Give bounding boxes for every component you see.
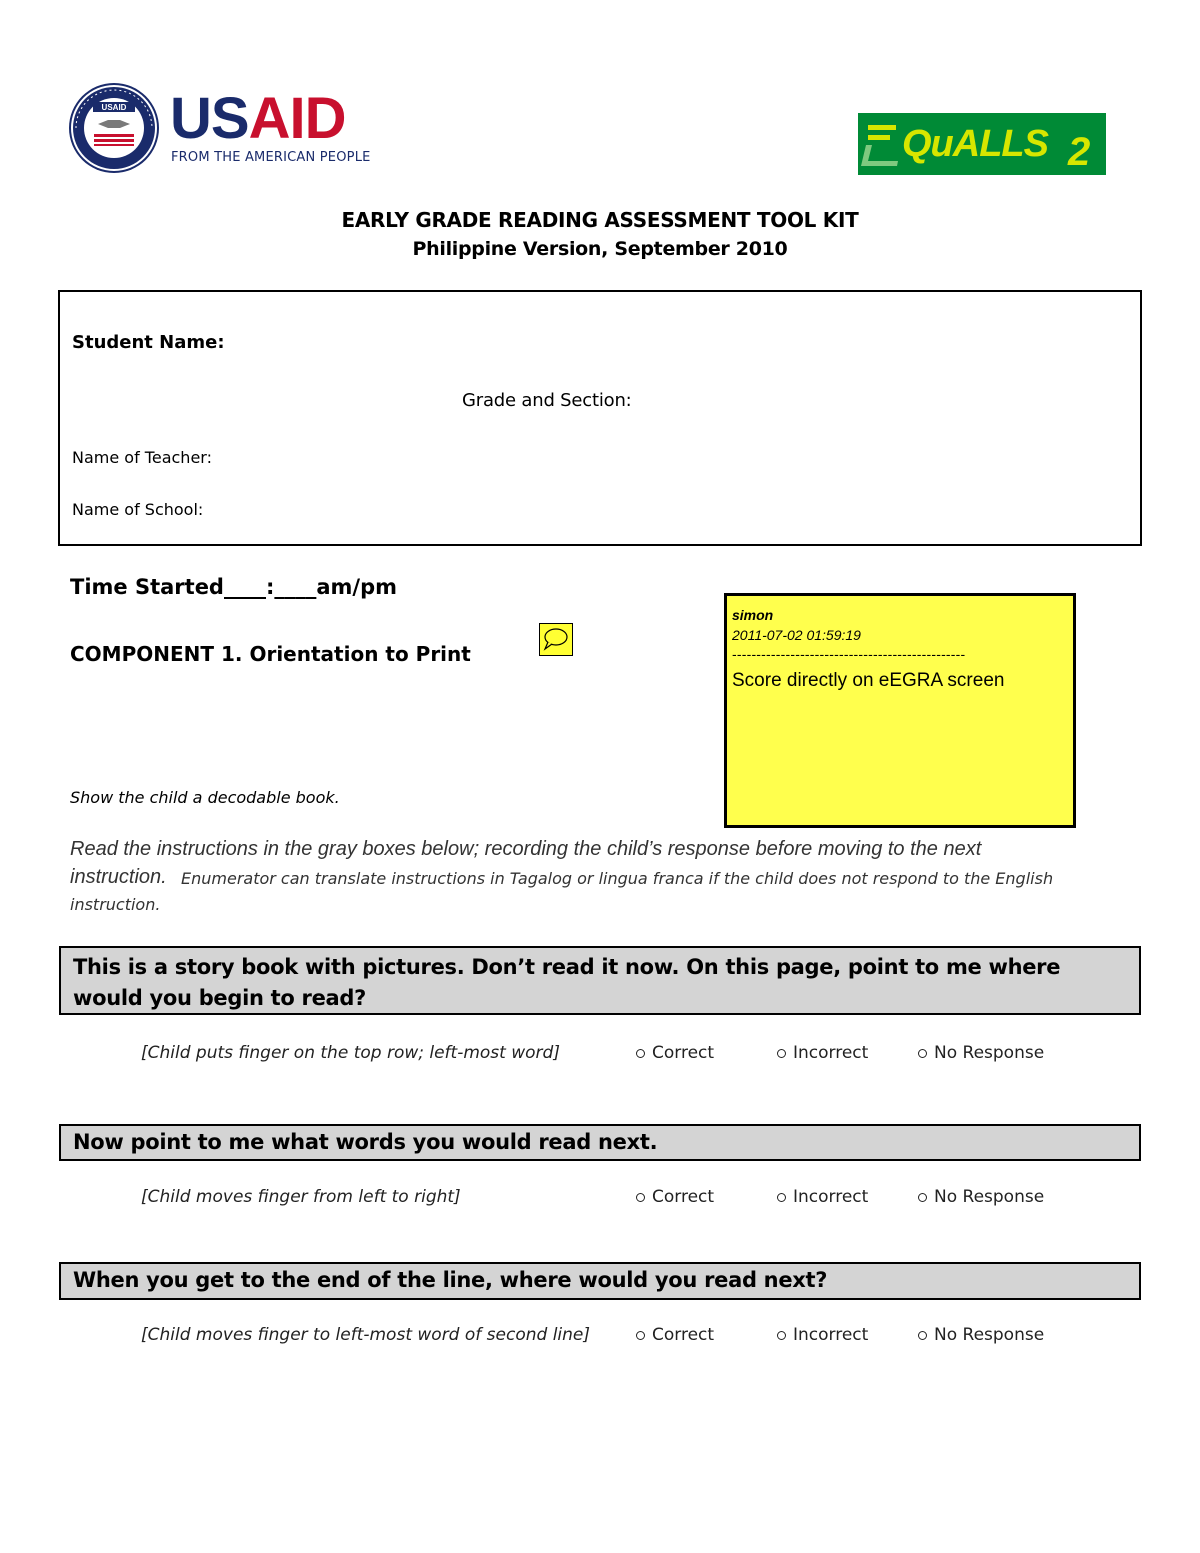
question-cue-1: [Child puts finger on the top row; left-most word] xyxy=(141,1043,560,1063)
question-cue-3: [Child moves finger to left-most word of second line] xyxy=(141,1325,591,1345)
radio-icon xyxy=(918,1331,927,1340)
question-prompt-3: When you get to the end of the line, where would you read next? xyxy=(59,1262,1141,1300)
question-prompt-1: This is a story book with pictures. Don’t read it now. On this page, point to me where would you begin to read? xyxy=(59,946,1141,1015)
component-title: COMPONENT 1. Orientation to Print xyxy=(70,642,471,666)
radio-icon xyxy=(918,1049,927,1058)
time-started-field[interactable]: Time Started____:____am/pm xyxy=(70,575,397,599)
option-no-response-1[interactable]: No Response xyxy=(918,1043,1044,1063)
qualls2-logo xyxy=(858,113,1106,175)
school-name-field[interactable]: Name of School: xyxy=(72,500,204,519)
option-incorrect-2[interactable]: Incorrect xyxy=(777,1187,868,1207)
radio-icon xyxy=(777,1049,786,1058)
comment-popup[interactable] xyxy=(724,593,1076,828)
usaid-tagline: FROM THE AMERICAN PEOPLE xyxy=(171,150,371,165)
comment-author: simon xyxy=(732,607,774,623)
option-incorrect-3[interactable]: Incorrect xyxy=(777,1325,868,1345)
radio-icon xyxy=(636,1193,645,1202)
radio-icon xyxy=(777,1331,786,1340)
svg-text:QuALLS: QuALLS xyxy=(902,123,1048,165)
radio-icon xyxy=(777,1193,786,1202)
comment-timestamp: 2011-07-02 01:59:19 xyxy=(732,627,861,643)
question-cue-2: [Child moves finger from left to right] xyxy=(141,1187,461,1207)
usaid-seal-logo xyxy=(68,82,160,174)
teacher-name-field[interactable]: Name of Teacher: xyxy=(72,448,212,467)
instruction-line-1: Read the instructions in the gray boxes below; recording the child’s response before moving to the next xyxy=(70,838,982,860)
document-title: EARLY GRADE READING ASSESSMENT TOOL KIT xyxy=(341,208,859,232)
show-child-instruction: Show the child a decodable book. xyxy=(70,788,340,807)
option-correct-3[interactable]: Correct xyxy=(636,1325,714,1345)
radio-icon xyxy=(636,1049,645,1058)
document-subtitle: Philippine Version, September 2010 xyxy=(412,238,788,260)
option-incorrect-1[interactable]: Incorrect xyxy=(777,1043,868,1063)
usaid-wordmark: USAID xyxy=(170,86,346,151)
svg-text:USAID: USAID xyxy=(101,103,127,112)
comment-text: Score directly on eEGRA screen xyxy=(732,670,1005,691)
radio-icon xyxy=(636,1331,645,1340)
comment-icon[interactable] xyxy=(539,623,573,656)
option-no-response-3[interactable]: No Response xyxy=(918,1325,1044,1345)
svg-text:2: 2 xyxy=(1068,130,1091,174)
comment-separator: ------------------------------------------------ xyxy=(732,646,966,662)
option-correct-1[interactable]: Correct xyxy=(636,1043,714,1063)
option-correct-2[interactable]: Correct xyxy=(636,1187,714,1207)
instruction-line-2-start: instruction. xyxy=(70,866,167,888)
student-info-box xyxy=(58,290,1142,546)
instruction-line-3: instruction. xyxy=(70,895,161,914)
student-name-field[interactable]: Student Name: xyxy=(72,332,225,353)
option-no-response-2[interactable]: No Response xyxy=(918,1187,1044,1207)
question-prompt-2: Now point to me what words you would read next. xyxy=(59,1124,1141,1161)
radio-icon xyxy=(918,1193,927,1202)
grade-section-field[interactable]: Grade and Section: xyxy=(462,390,632,411)
instruction-line-2-rest: Enumerator can translate instructions in Tagalog or lingua franca if the child does not respond to the English xyxy=(181,869,1054,888)
